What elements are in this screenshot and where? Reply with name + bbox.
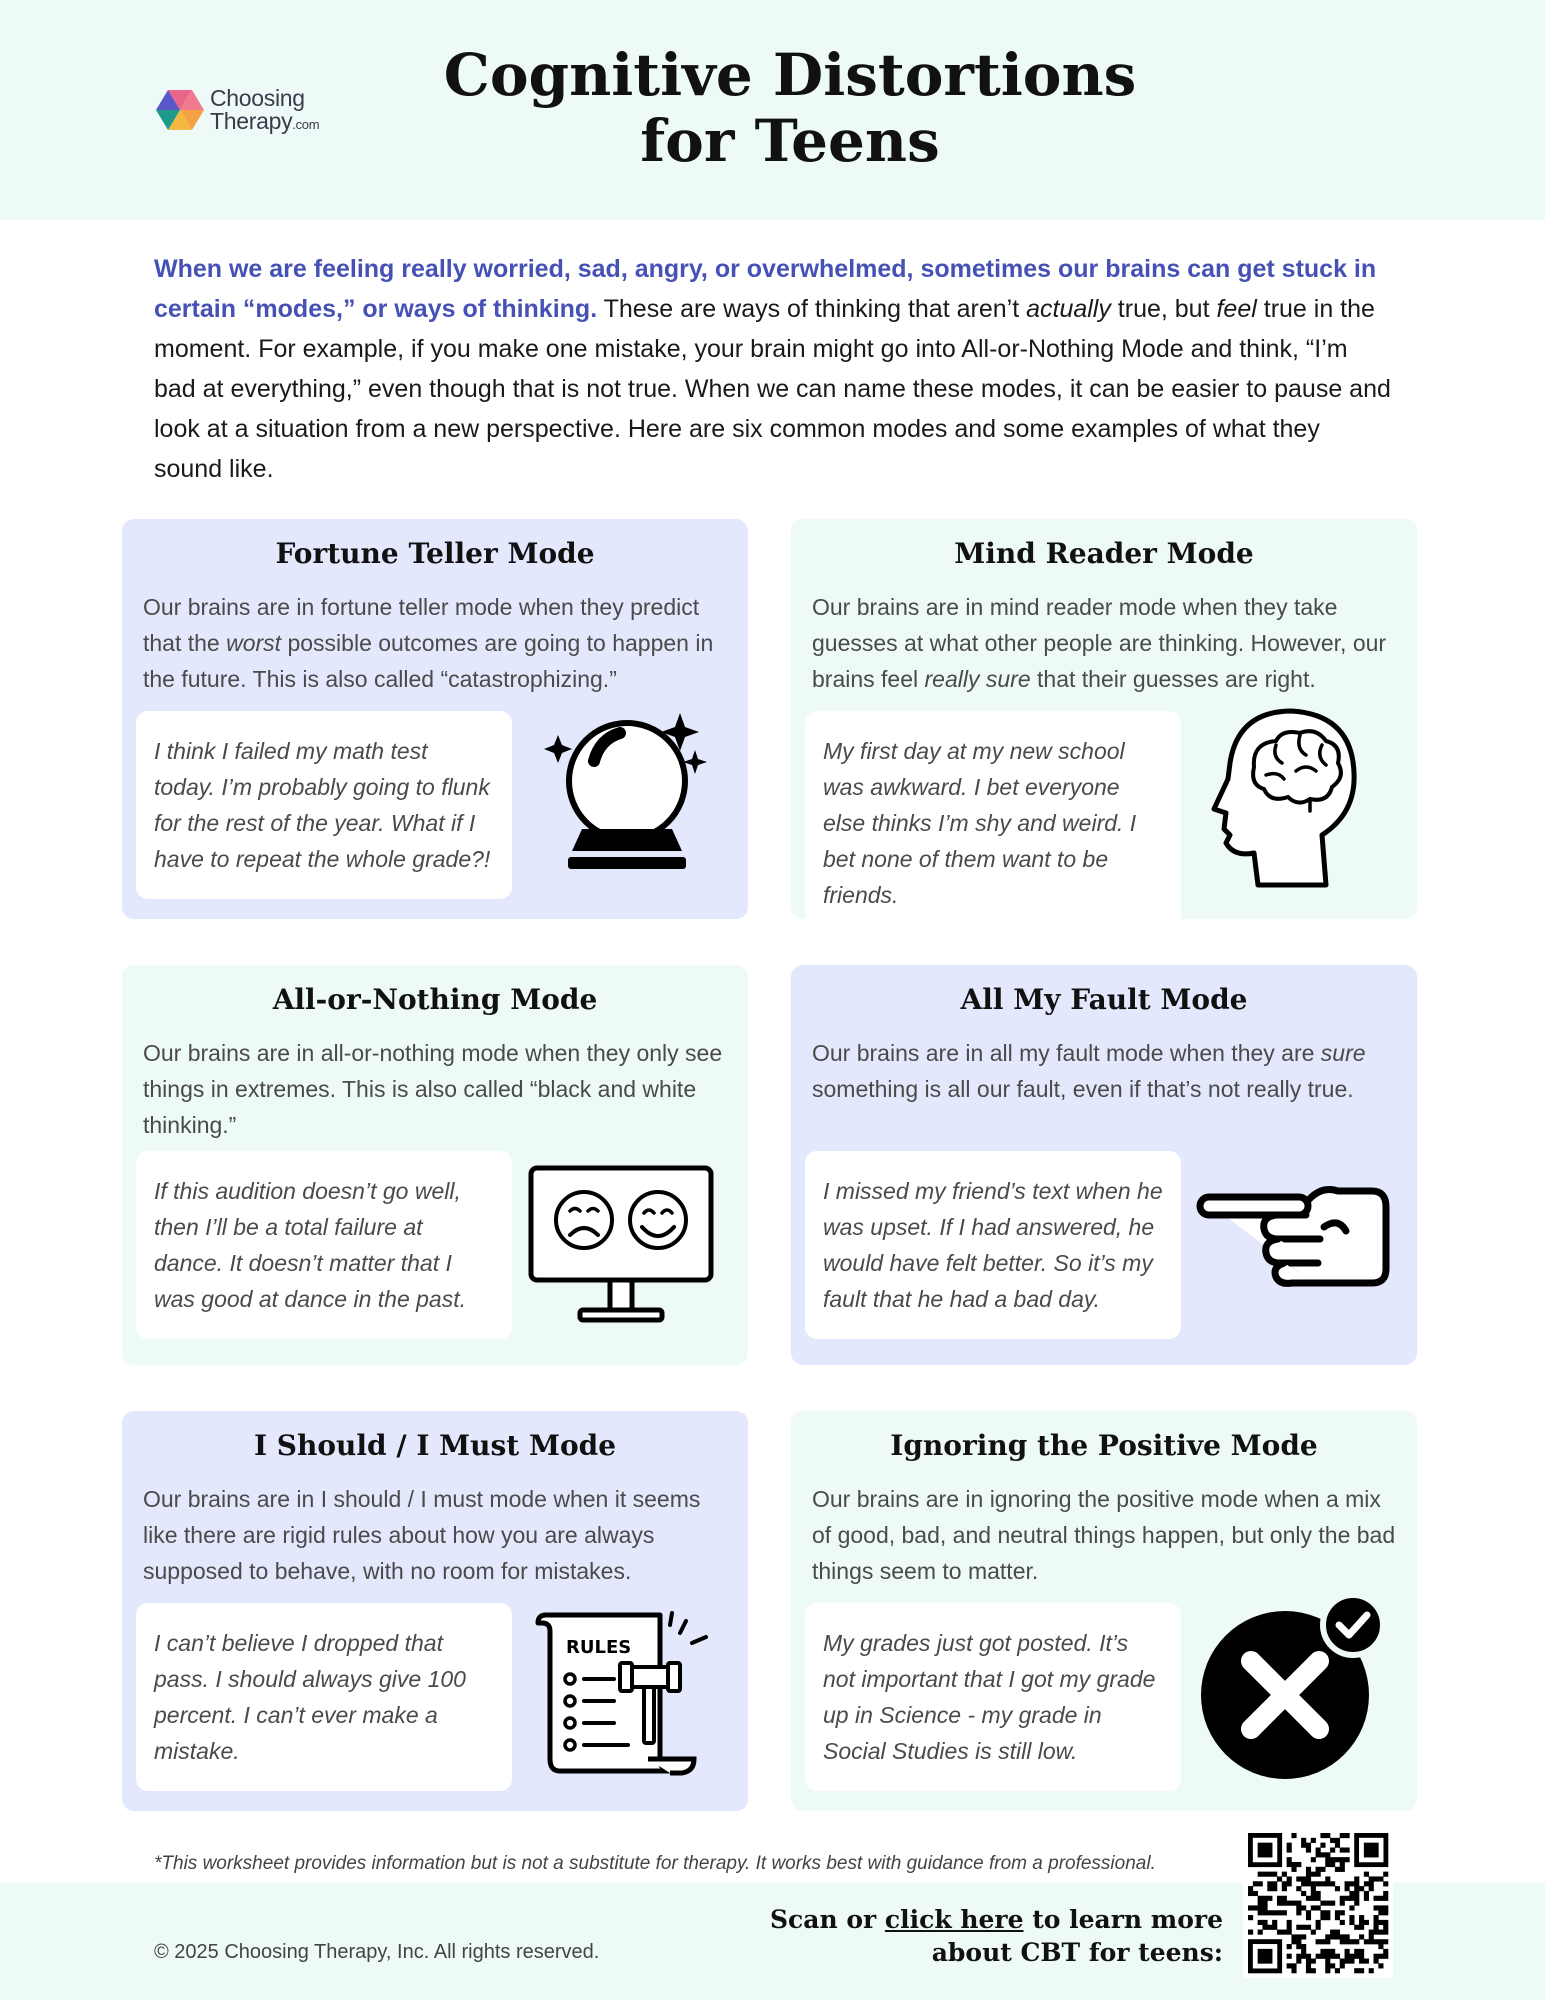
logo-word-choosing: Choosing bbox=[210, 85, 305, 111]
rules-label: RULES bbox=[566, 1637, 632, 1658]
intro-text-1: These are ways of thinking that aren’t bbox=[597, 295, 1027, 323]
desc-emphasis: really sure bbox=[924, 666, 1031, 692]
example-quote: I think I failed my math test today. I’m probably going to flunk for the rest of the year. What if I have to repeat the whole grade?! bbox=[136, 711, 512, 899]
logo-word-therapy: Therapy bbox=[210, 108, 293, 134]
card-title: I Should / I Must Mode bbox=[253, 1429, 617, 1462]
title-line-1: Cognitive Distortions bbox=[443, 41, 1137, 109]
card-title: Mind Reader Mode bbox=[954, 537, 1254, 570]
logo-suffix: .com bbox=[292, 117, 320, 132]
card-all-my-fault bbox=[791, 965, 1417, 1365]
desc-part-2: that their guesses are right. bbox=[1030, 666, 1316, 692]
crystal-ball-icon bbox=[542, 711, 722, 881]
desc-emphasis: worst bbox=[226, 630, 282, 656]
example-quote: My first day at my new school was awkward. I bet everyone else thinks I’m shy and weird. I bet none of them want to be friends. bbox=[805, 711, 1181, 935]
card-title: All My Fault Mode bbox=[960, 983, 1248, 1016]
cta-text bbox=[770, 1903, 1223, 1969]
copyright-text: © 2025 Choosing Therapy, Inc. All rights reserved. bbox=[154, 1941, 600, 1963]
intro-emphasis-2: feel bbox=[1216, 295, 1257, 323]
card-ignoring-the-positive bbox=[791, 1411, 1417, 1811]
click-here-link[interactable]: click here bbox=[884, 1905, 1024, 1934]
card-title: All-or-Nothing Mode bbox=[272, 983, 598, 1016]
card-description bbox=[812, 1035, 1402, 1107]
title-line-2: for Teens bbox=[640, 107, 940, 175]
card-description bbox=[812, 589, 1402, 697]
cta-line-2: about CBT for teens: bbox=[931, 1938, 1223, 1967]
card-description: Our brains are in all-or-nothing mode when they only see things in extremes. This is also called “black and white thinking.” bbox=[143, 1040, 723, 1138]
card-title: Fortune Teller Mode bbox=[275, 537, 595, 570]
intro-lead: When we are feeling really worried, sad, angry, or overwhelmed, sometimes our brains can get stuck in certain “modes,” or ways of thinking. bbox=[154, 255, 1377, 323]
choosing-therapy-logo[interactable] bbox=[154, 84, 344, 140]
intro-text-3: true in the moment. For example, if you make one mistake, your brain might go into All-or-Nothing Mode and think, “I’m bad at everything,” even though that is not true. When we can name these modes, it can be easier to pause and look at a situation from a new perspective. Here are six common modes and some examples of what they sound like. bbox=[154, 295, 1391, 483]
card-mind-reader bbox=[791, 519, 1417, 919]
desc-part-1: Our brains are in fortune teller mode when they predict that the bbox=[143, 594, 700, 656]
header bbox=[0, 0, 1545, 220]
desc-part-2: something is all our fault, even if that’s not really true. bbox=[812, 1076, 1354, 1102]
intro-text-2: true, but bbox=[1110, 295, 1217, 323]
monitor-faces-icon bbox=[526, 1163, 716, 1327]
example-quote: My grades just got posted. It’s not important that I got my grade up in Science - my grade in Social Studies is still low. bbox=[805, 1603, 1181, 1791]
card-description: Our brains are in I should / I must mode when it seems like there are rigid rules about how you are always supposed to behave, with no room for mistakes. bbox=[143, 1486, 701, 1584]
disclaimer-text: *This worksheet provides information but is not a substitute for therapy. It works best with guidance from a professional. bbox=[154, 1853, 1156, 1874]
card-description: Our brains are in ignoring the positive mode when a mix of good, bad, and neutral things happen, but only the bad things seem to matter. bbox=[812, 1486, 1396, 1584]
intro-emphasis-1: actually bbox=[1026, 295, 1111, 323]
example-quote: If this audition doesn’t go well, then I’ll be a total failure at dance. It doesn’t matter that I was good at dance in the past. bbox=[136, 1151, 512, 1339]
desc-part-1: Our brains are in all my fault mode when they are bbox=[812, 1040, 1321, 1066]
desc-part-1: Our brains are in mind reader mode when they take guesses at what other people are thinking. However, our brains feel bbox=[812, 594, 1387, 692]
example-quote: I missed my friend’s text when he was upset. If I had answered, he would have felt better. So it’s my fault that he had a bad day. bbox=[805, 1151, 1181, 1339]
card-fortune-teller bbox=[122, 519, 748, 919]
intro-paragraph bbox=[154, 249, 1394, 489]
rules-gavel-icon bbox=[530, 1609, 720, 1779]
card-description bbox=[143, 589, 733, 697]
desc-emphasis: sure bbox=[1320, 1040, 1366, 1066]
qr-code-icon[interactable] bbox=[1243, 1828, 1393, 1978]
head-brain-icon bbox=[1206, 705, 1366, 890]
x-check-icon bbox=[1195, 1589, 1395, 1789]
logo-wordmark bbox=[210, 87, 319, 136]
page-title bbox=[420, 42, 1160, 174]
cta-suffix: to learn more bbox=[1023, 1905, 1223, 1934]
logo-hexagon-icon bbox=[154, 84, 206, 136]
desc-part-2: possible outcomes are going to happen in the future. This is also called “catastrophizing.” bbox=[143, 630, 714, 692]
example-quote: I can’t believe I dropped that pass. I should always give 100 percent. I can’t ever make a mistake. bbox=[136, 1603, 512, 1791]
cta-prefix: Scan or bbox=[769, 1905, 885, 1934]
card-i-should-i-must bbox=[122, 1411, 748, 1811]
pointing-hand-icon bbox=[1196, 1177, 1396, 1297]
card-all-or-nothing bbox=[122, 965, 748, 1365]
card-title: Ignoring the Positive Mode bbox=[890, 1429, 1318, 1462]
